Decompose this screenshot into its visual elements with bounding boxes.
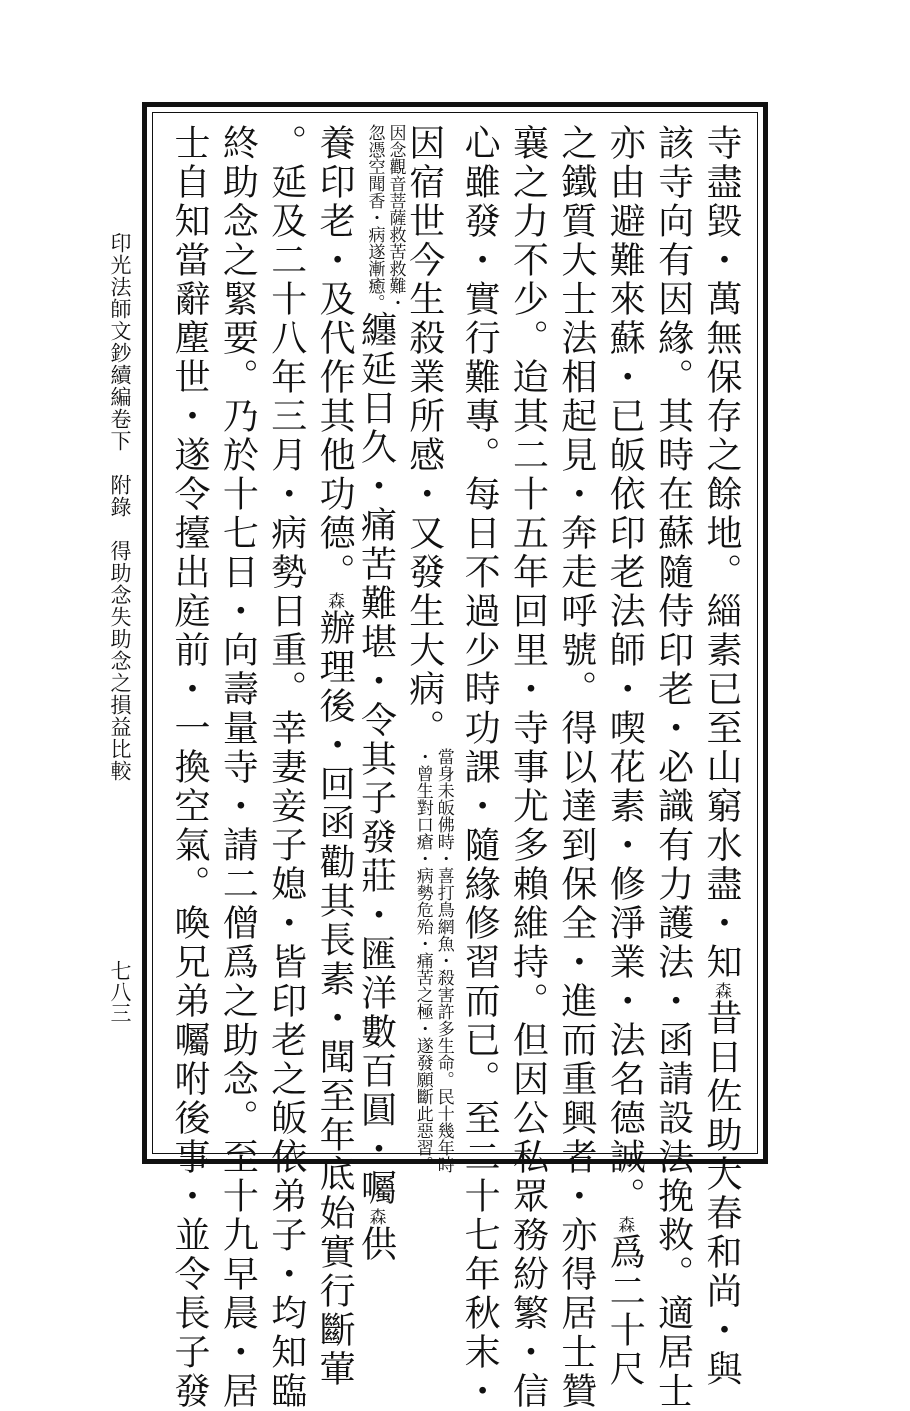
name-note: 森 <box>710 982 731 999</box>
text-column <box>698 118 744 1389</box>
text-run: 寺盡毀・萬無保存之餘地。緇素已至山窮水盡・知 <box>700 124 742 982</box>
text-run: 昔日佐助大春和尚・與 <box>700 999 742 1389</box>
page-number: 七八三 <box>108 960 132 1023</box>
name-note: 森 <box>365 1208 386 1225</box>
text-column <box>505 118 551 1411</box>
text-run: 心雖發・實行難專。每日不過少時功課・隨緣修習而已。至二十七年秋末・ <box>459 124 501 1411</box>
text-column <box>214 118 260 1411</box>
text-run: 終助念之緊要。乃於十七日・向壽量寺・請二僧爲之助念。至十九早晨・居 <box>217 124 259 1411</box>
text-run: 亦由避難來蘇・已皈依印老法師・喫花素・修淨業・法名德誠。 <box>604 124 646 1216</box>
text-run: 。延及二十八年三月・病勢日重。幸妻妾子媳・皆印老之皈依弟子・均知臨 <box>265 124 307 1411</box>
interlinear-note <box>363 124 405 311</box>
text-run: 辦理後・回函勸其長素・聞至年底始實行斷葷 <box>314 609 356 1389</box>
text-run: 士自知當辭塵世・遂令擡出庭前・一換空氣。喚兄弟囑咐後事・並令長子發 <box>169 124 210 1411</box>
interlinear-note <box>412 748 454 1173</box>
text-column <box>263 118 309 1411</box>
text-run: 襄之力不少。迨其二十五年回里・寺事尤多賴維持。但因公私眾務紛繁・信 <box>507 124 549 1411</box>
text-run: 纏延日久・痛苦難堪・令其子發莊・匯洋數百圓・囑 <box>355 311 397 1208</box>
name-note: 森 <box>324 592 345 609</box>
text-column <box>355 118 406 1264</box>
name-note: 森 <box>614 1216 635 1233</box>
text-run: 爲二十尺 <box>604 1233 646 1389</box>
text-column <box>553 118 599 1411</box>
text-column <box>601 118 647 1389</box>
interlinear-note-line: ・曾生對口瘡・病勢危殆・痛苦之極・遂發願斷此惡習。 <box>412 748 433 1173</box>
main-text-block <box>160 118 750 1411</box>
text-run: 之鐵質大士法相起見・奔走呼號。得以達到保全・進而重興者・亦得居士贊 <box>555 124 597 1411</box>
text-column <box>166 118 212 1411</box>
text-column <box>311 118 357 1389</box>
running-title: 印光法師文鈔續編卷下 附錄 得助念失助念之損益比較 <box>108 232 132 782</box>
text-column <box>456 118 502 1411</box>
interlinear-note-line: 因念觀音菩薩救苦救難・ <box>385 124 406 311</box>
interlinear-note-line: 當身未皈佛時・喜打鳥網魚・殺害許多生命。民十幾年時 <box>433 748 454 1173</box>
text-column <box>403 118 454 1173</box>
text-run: 該寺向有因緣。其時在蘇隨侍印老・必識有力護法・函請設法挽救。適居士 <box>652 124 694 1411</box>
interlinear-note-line: 忽憑空聞香・病遂漸癒。 <box>364 124 385 311</box>
text-run: 供 <box>355 1225 397 1264</box>
text-column <box>650 118 696 1411</box>
text-run: 養印老・及代作其他功德。 <box>314 124 356 592</box>
text-run: 因宿世今生殺業所感・又發生大病。 <box>403 124 445 748</box>
